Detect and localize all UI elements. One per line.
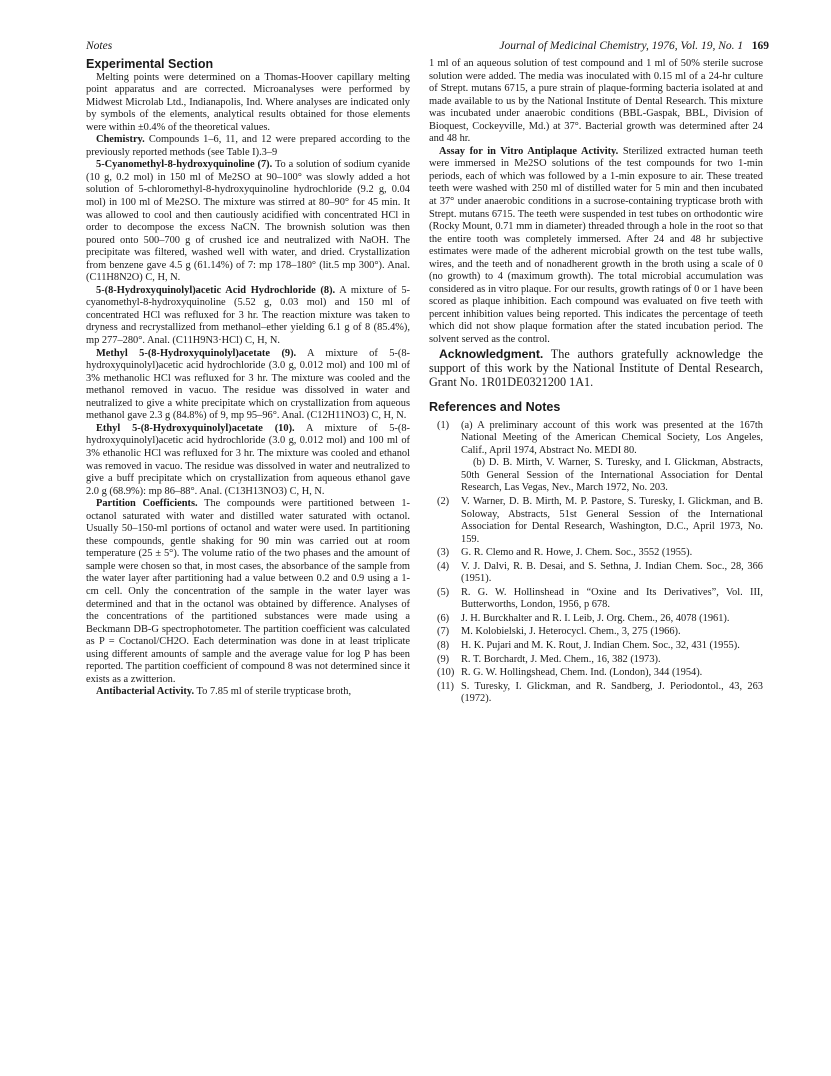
journal-citation: Journal of Medicinal Chemistry, 1976, Vol. 19, No. 1 [499, 40, 744, 52]
reference-item [429, 496, 763, 546]
compound8-text: A mixture of 5-cyanomethyl-8-hydroxyquinoline (5.52 g, 0.03 mol) and 150 ml of concentrated HCl was refluxed for 3 hr. The reaction mixture was taken to dryness and recrystallized from methanol–ether yielding 6.1 g of 8 (85.4%), mp 277–280°. Anal. (C11H9N3·HCl) C, H, N. [86, 284, 410, 347]
reference-number: (9) [437, 653, 450, 665]
reference-text: H. K. Pujari and M. K. Rout, J. Indian Chem. Soc., 32, 431 (1955). [461, 640, 740, 652]
reference-number: (4) [437, 560, 450, 572]
reference-item [429, 626, 763, 639]
reference-text: V. Warner, D. B. Mirth, M. P. Pastore, S. Turesky, I. Glickman, and B. Soloway, Abstracts, 51st General Session of the International Association for Dental Research, Washington, D.C., April 1973, No. 159. [461, 496, 763, 545]
references-heading: References and Notes [429, 400, 561, 415]
antibacterial-continued: 1 ml of an aqueous solution of test compound and 1 ml of 50% sterile sucrose solution were added. The media was inoculated with 0.15 ml of a 24-hr culture of Strept. mutans 6715, a pure strain of plaque-forming bacteria isolated at and made available to us by the National Institute of Dental Research. This mixture was incubated under anaerobic conditions (BBL-Gaspak, BBL, Division of Bioquest, Cockeyville, Md.) at 37°. Bacterial growth was determined after 24 and 48 hr. [429, 58, 763, 145]
page-number: 169 [751, 40, 769, 52]
acknowledgment-paragraph [429, 347, 763, 390]
compound8-paragraph [86, 285, 410, 348]
compound7-paragraph [86, 159, 410, 284]
reference-number: (10) [437, 667, 455, 679]
antibacterial-paragraph [86, 686, 410, 699]
left-column [86, 58, 410, 699]
reference-item [429, 587, 763, 612]
reference-number: (6) [437, 612, 450, 624]
reference-text: G. R. Clemo and R. Howe, J. Chem. Soc., 3552 (1955). [461, 547, 693, 559]
compound9-title: Methyl 5-(8-Hydroxyquinolyl)acetate (9). [96, 347, 297, 359]
reference-text: V. J. Dalvi, R. B. Desai, and S. Sethna, J. Indian Chem. Soc., 28, 366 (1951). [461, 560, 763, 585]
running-header-journal [499, 40, 769, 52]
partition-text: The compounds were partitioned between 1-octanol saturated with water and distilled water saturated with octanol. Usually 50–150-ml portions of octanol and water were used. In partitioning these compounds, gentle shaking for 90 min was carried out at room temperature (25 ± 5°). The volume ratio of the two phases and the amount of sample were chosen so that, in most cases, the absorbance of the sample from the water layer after partitioning had a value between 0.2 and 0.9 using a 1-cm cell. Only the concentration of the sample in the water layer was determined and that in the octanol was obtained by difference. Analyses of the concentrations of the partitioned substances were made using a Beckmann DB-G spectrophotometer. The partition coefficient was calculated as P = Coctanol/CH2O. Each determination was done in at least triplicate using different amounts of sample and the average value for log P has been reported. The partition coefficient of compound 8 was not determined since it exists as a zwitterion. [86, 498, 410, 685]
reference-number: (5) [437, 586, 450, 598]
reference-item [429, 547, 763, 560]
reference-text: R. G. W. Hollingshead, Chem. Ind. (London), 344 (1954). [461, 667, 703, 679]
partition-title: Partition Coefficients. [96, 498, 198, 510]
right-column [429, 58, 763, 707]
reference-item [429, 654, 763, 667]
reference-text: S. Turesky, I. Glickman, and R. Sandberg, J. Periodontol., 43, 263 (1972). [461, 680, 763, 705]
chemistry-text: Compounds 1–6, 11, and 12 were prepared according to the previously reported methods (see Table I).3–9 [86, 134, 410, 158]
reference-text: (a) A preliminary account of this work was presented at the 167th National Meeting of the American Chemical Society, Los Angeles, Calif., April 1974, Abstract No. MEDI 80. [461, 419, 763, 456]
compound10-paragraph [86, 423, 410, 498]
reference-item [429, 613, 763, 626]
reference-text: R. G. W. Hollinshead in “Oxine and Its Derivatives”, Vol. III, Butterworths, London, 1956, p 678. [461, 586, 763, 611]
reference-item [429, 420, 763, 495]
reference-number: (1) [437, 419, 450, 431]
reference-text: R. T. Borchardt, J. Med. Chem., 16, 382 (1973). [461, 653, 661, 665]
chemistry-paragraph [86, 134, 410, 159]
reference-text: M. Kolobielski, J. Heterocycl. Chem., 3, 275 (1966). [461, 626, 681, 638]
acknowledgment-text: The authors gratefully acknowledge the support of this work by the National Institute of Dental Research, Grant No. 1R01DE0321200 1A1. [429, 346, 764, 389]
experimental-intro: Melting points were determined on a Thomas-Hoover capillary melting point apparatus and are corrected. Microanalyses were performed by Midwest Microlab Ltd., Indianapolis, Ind. Where analyses are indicated only by symbols of the elements, analytical results obtained for those elements were within ±0.4% of the theoretical values. [86, 71, 410, 133]
chemistry-title: Chemistry. [96, 134, 145, 146]
antibacterial-text-start: To 7.85 ml of sterile trypticase broth, [196, 686, 352, 698]
reference-item [429, 561, 763, 586]
acknowledgment-title: Acknowledgment. [439, 346, 544, 361]
assay-title: Assay for in Vitro Antiplaque Activity. [439, 145, 619, 157]
compound8-title: 5-(8-Hydroxyquinolyl)acetic Acid Hydrochloride (8). [96, 284, 336, 296]
partition-paragraph [86, 498, 410, 686]
reference-number: (11) [437, 680, 454, 692]
reference-item [429, 640, 763, 653]
running-header-section: Notes [86, 40, 113, 52]
compound10-text: A mixture of 5-(8-hydroxyquinolyl)acetic acid hydrochloride (3.0 g, 0.012 mol) and 100 ml of 3% ethanolic HCl was refluxed for 3 hr. The mixture was cooled and ethanol was removed in vacuo. The residue was dissolved in water and neutralized to give a buff precipitate which on crystallization from aqueous ethanol gave 2.0 g (68.9%): mp 86–88°. Anal. (C13H13NO3) C, H, N. [86, 422, 410, 497]
assay-paragraph [429, 146, 763, 347]
compound9-paragraph [86, 348, 410, 423]
reference-text: J. H. Burckhalter and R. I. Leib, J. Org. Chem., 26, 4078 (1961). [461, 612, 730, 624]
compound10-title: Ethyl 5-(8-Hydroxyquinolyl)acetate (10). [96, 422, 295, 434]
reference-item [429, 681, 763, 706]
reference-subitem: (b) D. B. Mirth, V. Warner, S. Turesky, and I. Glickman, Abstracts, 50th General Session of the International Association for Dental Research, Las Vegas, Nev., March 1972, No. 203. [461, 457, 763, 494]
compound9-text: A mixture of 5-(8-hydroxyquinolyl)acetic acid hydrochloride (3.0 g, 0.012 mol) and 100 ml of 3% methanolic HCl was refluxed for 3 hr. The mixture was cooled and the methanol removed in vacuo. The residue was dissolved in water and neutralized to give a white precipitate which on crystallization from aqueous methanol gave 2.3 g (84.8%) of 9, mp 95–96°. Anal. (C12H11NO3) C, H, N. [86, 347, 411, 422]
reference-number: (2) [437, 496, 450, 508]
references-list [429, 420, 763, 706]
compound7-text: To a solution of sodium cyanide (10 g, 0.2 mol) in 150 ml of Me2SO at 90–100° was slowly added a hot solution of 5-chloromethyl-8-hydroxyquinoline hydrochloride (9.2 g, 0.04 mol) in 100 ml of Me2SO. The mixture was stirred at 80–90° for 45 min. It was allowed to cool and then cautiously acidified with concentrated HCl in order to decompose the excess NaCN. The brownish solution was then poured onto 500–700 g of crushed ice and neutralized with NaOH. The precipitate was filtered, washed well with water, and dried. Crystallization from benzene gave 4.5 g (61.14%) of 7: mp 178–180° (lit.5 mp 300°). Anal. (C11H8N2O) C, H, N. [86, 159, 410, 284]
assay-text: Sterilized extracted human teeth were immersed in Me2SO solutions of the test compounds for two 1-min periods, each of which was followed by a 1-min exposure to air. These treated teeth were washed with 250 ml of distilled water for 5 min and then incubated at 37° under anaerobic conditions in a sucrose-containing trypticase broth with Strept. mutans 6715. The teeth were suspended in test tubes on orthodontic wire (Rocky Mount, 0.71 mm in diameter) threaded through a hole in the root so that the entire tooth was completely immersed. After 24 and 48 hr subjective estimates were made of the adherent microbial growth on the test tube walls, wires, and the teeth and of nonadherent growth in the broth using a scale of 0 (no growth) to 4 (maximum growth). The total microbial accumulation was considered as in vitro plaque. For our results, growth ratings of 0 or 1 have been scored as plaque inhibition. Each compound was evaluated on five teeth with percent inhibition values being reported. This indicates the percentage of teeth which did not show plaque formation after the stated incubation period. The solvent served as the control. [429, 145, 763, 346]
reference-item [429, 667, 763, 680]
reference-number: (3) [437, 547, 450, 559]
compound7-title: 5-Cyanomethyl-8-hydroxyquinoline (7). [96, 159, 273, 171]
experimental-heading: Experimental Section [86, 57, 214, 71]
reference-number: (7) [437, 626, 450, 638]
reference-number: (8) [437, 640, 450, 652]
antibacterial-title: Antibacterial Activity. [96, 686, 195, 698]
